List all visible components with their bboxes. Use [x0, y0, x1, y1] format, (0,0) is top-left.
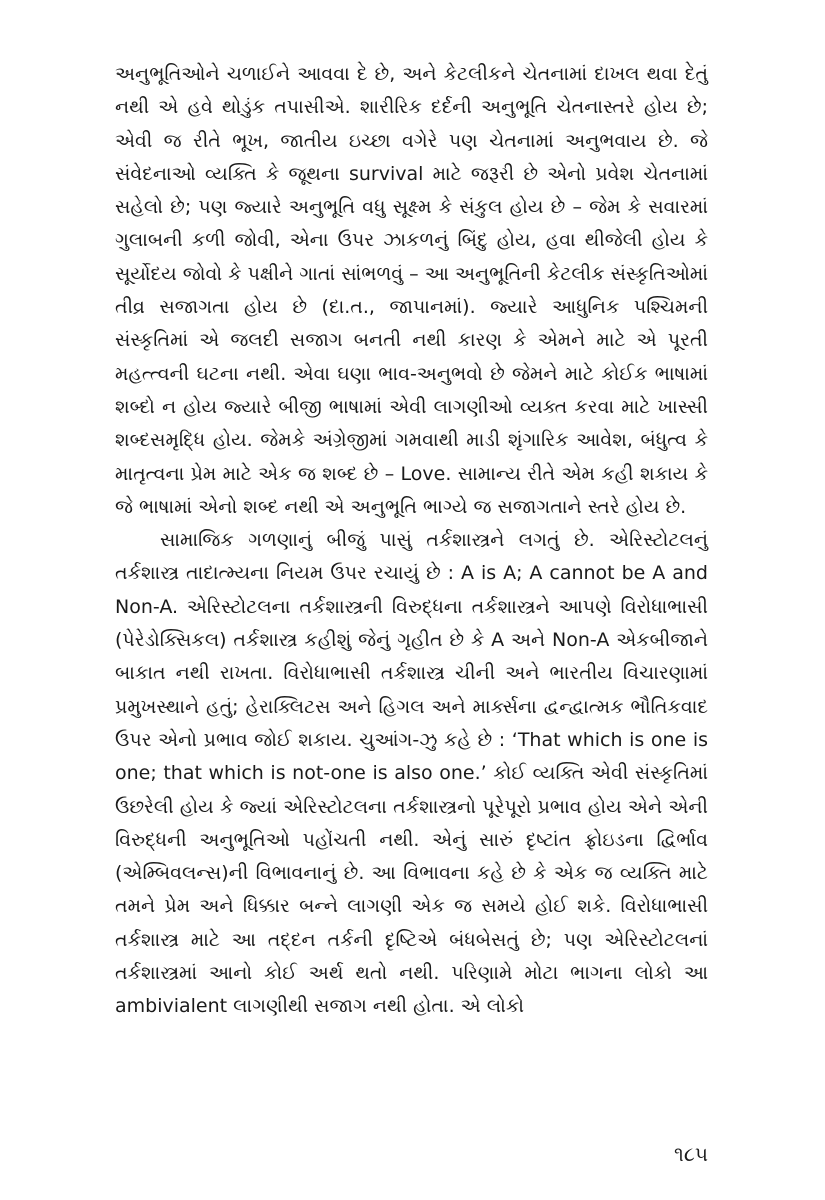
paragraph-1: અનુભૂતિઓને ચળાઈને આવવા દે છે, અને કેટલીકને ચેતનામાં દાખલ થવા દેતું નથી એ હવે થોડુંક તપાસીએ. શારીરિક દર્દની અનુભૂતિ ચેતનાસ્તરે હોય છે; એવી જ રીતે ભૂખ, જાતીય ઇચ્છા વગેરે પણ ચેતનામાં અનુભવાય છે. જે સંવેદનાઓ વ્યક્તિ કે જૂથના survival માટે જરૂરી છે એનો પ્રવેશ ચેતનામાં સહેલો છે; પણ જ્યારે અનુભૂતિ વધુ સૂક્ષ્મ કે સંકુલ હોય છે – જેમ કે સવારમાં ગુલાબની કળી જોવી, એના ઉપર ઝાકળનું બિંદુ હોય, હવા થીજેલી હોય કે સૂર્યોદય જોવો કે પક્ષીને ગાતાં સાંભળવું – આ અનુભૂતિની કેટલીક સંસ્કૃતિઓમાં તીવ્ર સજાગતા હોય છે (દા.ત., જાપાનમાં). જ્યારે આધુનિક પશ્ચિમની સંસ્કૃતિમાં એ જલદી સજાગ બનતી નથી કારણ કે એમને માટે એ પૂરતી મહત્ત્વની ઘટના નથી. એવા ઘણા ભાવ-અનુભવો છે જેમને માટે કોઈક ભાષામાં શબ્દો ન હોય જ્યારે બીજી ભાષામાં એવી લાગણીઓ વ્યક્ત કરવા માટે ખાસ્સી શબ્દસમૃદ્ધિ હોય. જેમકે અંગ્રેજીમાં ગમવાથી માડી શૃંગારિક આવેશ, બંધુત્વ કે માતૃત્વના પ્રેમ માટે એક જ શબ્દ છે – Love. સામાન્ય રીતે એમ કહી શકાય કે જે ભાષામાં એનો શબ્દ નથી એ અનુભૂતિ ભાગ્યે જ સજાગતાને સ્તરે હોય છે. — [115, 63, 708, 518]
paragraph-2: સામાજિક ગળણાનું બીજું પાસું તર્કશાસ્ત્રને લગતું છે. એરિસ્ટોટલનું તર્કશાસ્ત્ર તાદાત્મ્યના નિયમ ઉપર રચાયું છે : A is A; A cannot be A and Non-A. એરિસ્ટોટલના તર્કશાસ્ત્રની વિરુદ્ધના તર્કશાસ્ત્રને આપણે વિરોધાભાસી (પેરેડોક્સિકલ) તર્કશાસ્ત્ર કહીશું જેનું ગૃહીત છે કે A અને Non-A એકબીજાને બાકાત નથી રાખતા. વિરોધાભાસી તર્કશાસ્ત્ર ચીની અને ભારતીય વિચારણામાં પ્રમુખસ્થાને હતું; હેરાક્લિટસ અને હિગલ અને માર્ક્સના દ્વન્દ્વાત્મક ભૌતિકવાદ ઉપર એનો પ્રભાવ જોઈ શકાય. ચુઆંગ-ઝુ કહે છે : ‘That which is one is one; that which is not-one is also one.’ કોઈ વ્યક્તિ એવી સંસ્કૃતિમાં ઉછરેલી હોય કે જ્યાં એરિસ્ટોટલના તર્કશાસ્ત્રનો પૂરેપૂરો પ્રભાવ હોય એને એની વિરુદ્ધની અનુભૂતિઓ પહોંચતી નથી. એનું સારું દૃષ્ટાંત ફ્રોઇડના દ્વિર્ભાવ (એમ્બિવલન્સ)ની વિભાવનાનું છે. આ વિભાવના કહે છે કે એક જ વ્યક્તિ માટે તમને પ્રેમ અને ધિક્કાર બન્ને લાગણી એક જ સમયે હોઈ શકે. વિરોધાભાસી તર્કશાસ્ત્ર માટે આ તદ્દન તર્કની દૃષ્ટિએ બંધબેસતું છે; પણ એરિસ્ટોટલનાં તર્કશાસ્ત્રમાં આનો કોઈ અર્થ થતો નથી. પરિણામે મોટા ભાગના લોકો આ ambivialent લાગણીથી સજાગ નથી હોતા. એ લોકો — [115, 529, 708, 1018]
page-number: ૧૮૫ — [674, 1142, 708, 1166]
body-text — [115, 58, 708, 1024]
